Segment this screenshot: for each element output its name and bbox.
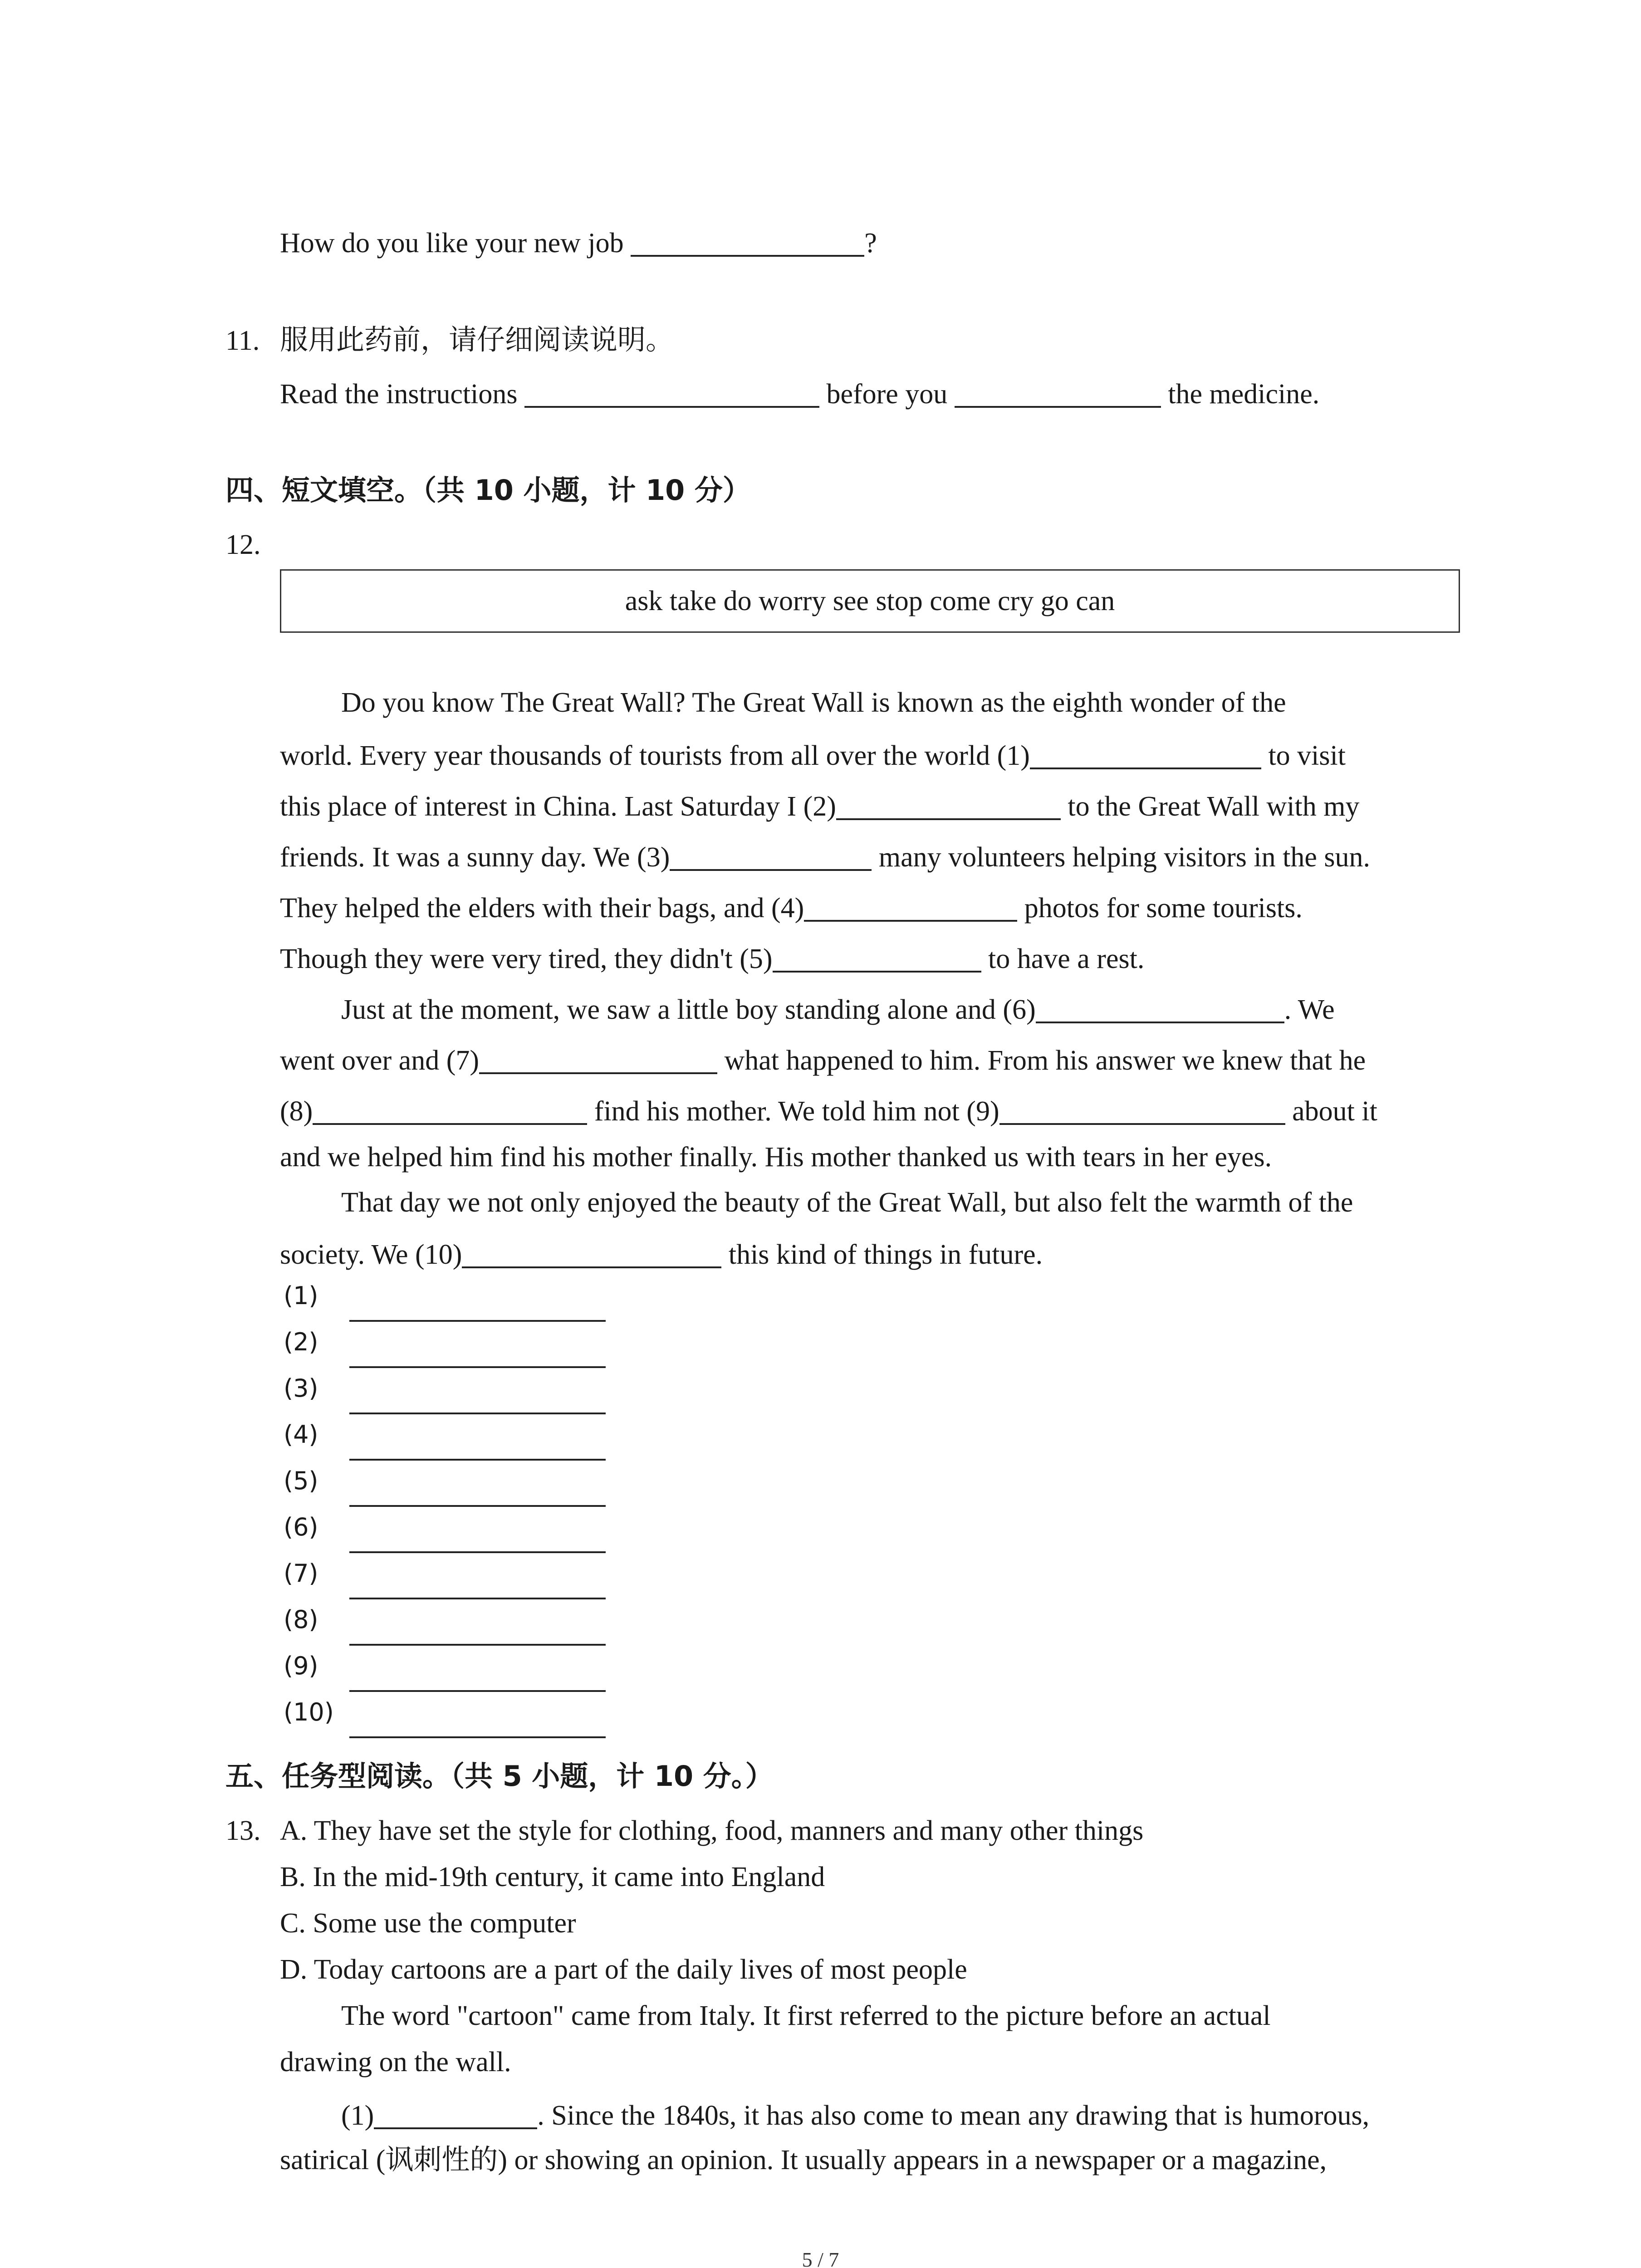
blank-4[interactable] [804,892,1017,922]
answer-label: (6) [284,1513,318,1541]
blank-10[interactable] [462,1238,721,1268]
answer-label: (3) [284,1374,318,1403]
passage-line-5: They helped the elders with their bags, and (4) photos for some tourists. [280,893,1303,924]
page-number: 5 / 7 [802,2248,839,2268]
answer-label: (10) [284,1698,334,1726]
q11-number: 11. [225,325,260,356]
q13-option-a: A. They have set the style for clothing, food, manners and many other things [280,1815,1144,1846]
q10-blank[interactable] [631,227,864,257]
section-4-heading: 四、短文填空。（共 10 小题，计 10 分） [225,474,751,507]
section-5-heading: 五、任务型阅读。（共 5 小题，计 10 分。） [225,1760,774,1793]
passage-line-9: (8) find his mother. We told him not (9) about it [280,1096,1377,1127]
answer-line-10[interactable] [349,1736,606,1738]
answer-label: (9) [284,1652,318,1680]
answer-line-6[interactable] [349,1551,606,1553]
blank-1[interactable] [1030,739,1261,769]
q10-end: ? [864,228,877,259]
passage-line-4: friends. It was a sunny day. We (3) many volunteers helping visitors in the sun. [280,842,1370,873]
passage-line-3: this place of interest in China. Last Saturday I (2) to the Great Wall with my [280,791,1360,822]
passage-line-7: Just at the moment, we saw a little boy standing alone and (6) . We [341,994,1335,1025]
q11-blank-1[interactable] [524,378,819,408]
q11-blank-2[interactable] [955,378,1161,408]
answer-label: (4) [284,1420,318,1449]
passage-line-12: society. We (10) this kind of things in future. [280,1239,1043,1270]
answer-line-7[interactable] [349,1598,606,1599]
answer-label: (7) [284,1559,318,1588]
answer-line-1[interactable] [349,1320,606,1322]
passage-line-8: went over and (7) what happened to him. From his answer we knew that he [280,1045,1366,1076]
answer-line-5[interactable] [349,1505,606,1507]
q13-option-c: C. Some use the computer [280,1908,576,1939]
blank-7[interactable] [479,1044,717,1074]
q12-number: 12. [225,529,261,560]
answer-line-8[interactable] [349,1644,606,1646]
q13-blank-1[interactable] [374,2099,537,2129]
answer-line-9[interactable] [349,1690,606,1692]
passage-line-6: Though they were very tired, they didn't (5) to have a rest. [280,943,1145,974]
q11-sentence [280,378,1319,408]
q13-option-b: B. In the mid-19th century, it came into England [280,1862,825,1892]
word-box-text: ask take do worry see stop come cry go can [625,586,1115,616]
q11-text-3: the medicine. [1168,379,1320,410]
q13-para1-line1: The word "cartoon" came from Italy. It first referred to the picture before an actual [341,2000,1271,2031]
word-box [280,569,1460,633]
passage-line-2: world. Every year thousands of tourists from all over the world (1) to visit [280,740,1346,771]
q10-sentence [280,227,877,257]
answer-label: (2) [284,1328,318,1356]
q13-para2-line2: satirical (讽刺性的) or showing an opinion. It usually appears in a newspaper or a magazine, [280,2143,1327,2176]
q13-number: 13. [225,1815,261,1846]
blank-9[interactable] [999,1095,1285,1125]
blank-3[interactable] [670,841,872,871]
passage-line-1: Do you know The Great Wall? The Great Wall is known as the eighth wonder of the [341,687,1286,718]
answer-line-2[interactable] [349,1366,606,1368]
answer-label: (1) [284,1281,318,1310]
blank-8[interactable] [313,1095,587,1125]
answer-label: (5) [284,1466,318,1495]
answer-label: (8) [284,1605,318,1634]
answer-line-3[interactable] [349,1413,606,1414]
answer-line-4[interactable] [349,1459,606,1461]
blank-6[interactable] [1036,993,1284,1023]
q13-para2-line1: (1) . Since the 1840s, it has also come to mean any drawing that is humorous, [341,2100,1370,2131]
blank-5[interactable] [773,943,981,973]
q11-text-1: Read the instructions [280,379,518,410]
blank-2[interactable] [836,790,1061,820]
q11-text-2: before you [826,379,948,410]
q10-text: How do you like your new job [280,228,624,259]
q13-option-d: D. Today cartoons are a part of the daily lives of most people [280,1954,967,1985]
passage-line-10: and we helped him find his mother finally. His mother thanked us with tears in her eyes. [280,1142,1272,1173]
q11-prompt: 服用此药前，请仔细阅读说明。 [280,323,674,356]
q13-para1-line2: drawing on the wall. [280,2047,511,2077]
passage-line-11: That day we not only enjoyed the beauty of the Great Wall, but also felt the warmth of the [341,1187,1353,1218]
